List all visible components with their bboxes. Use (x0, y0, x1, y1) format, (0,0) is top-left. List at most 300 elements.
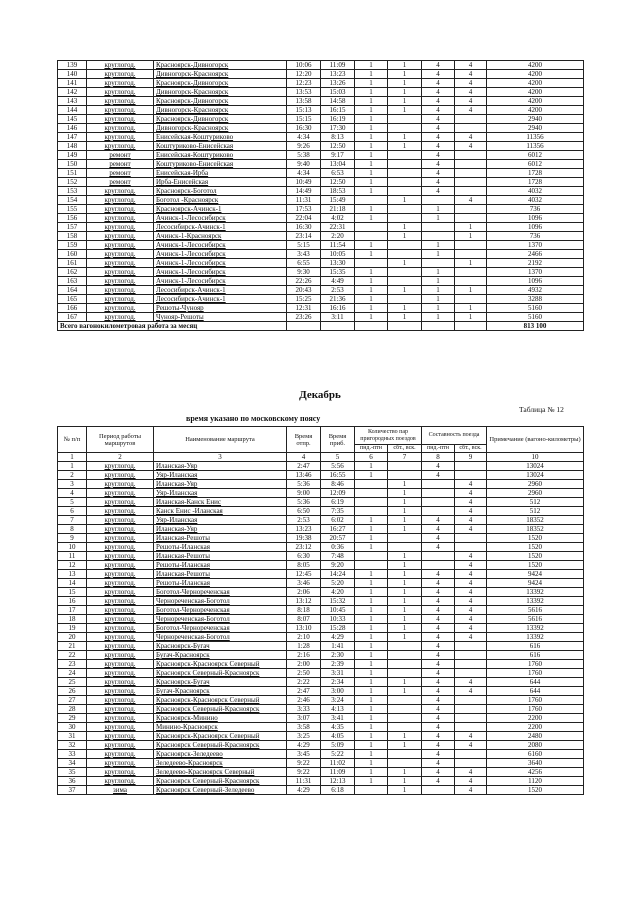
composition-weekday: 4 (422, 543, 455, 552)
composition-weekday: 4 (422, 714, 455, 723)
route-name: Коштуриково-Енисейская (154, 142, 287, 151)
pairs-weekend (388, 124, 422, 133)
composition-weekday (422, 489, 455, 498)
pairs-weekday: 1 (355, 570, 388, 579)
period: круглогод. (87, 579, 154, 588)
car-km: 2466 (487, 250, 584, 259)
car-km: 6012 (487, 160, 584, 169)
pairs-weekday: 1 (355, 214, 388, 223)
table-row (58, 304, 584, 313)
composition-weekend: 4 (455, 507, 487, 516)
pairs-weekend: 1 (388, 615, 422, 624)
route-name: Чернореченская-Боготол (154, 597, 287, 606)
route-name: Красноярск Северный-Красноярск (154, 669, 287, 678)
departure-time: 13:58 (287, 97, 321, 106)
period: круглогод. (87, 705, 154, 714)
row-number: 141 (58, 79, 87, 88)
pairs-weekday: 1 (355, 615, 388, 624)
period: круглогод. (87, 97, 154, 106)
period: круглогод. (87, 489, 154, 498)
composition-weekend: 4 (455, 61, 487, 70)
pairs-weekend: 1 (388, 88, 422, 97)
arrival-time: 6:53 (321, 169, 355, 178)
pairs-weekend: 1 (388, 97, 422, 106)
composition-weekend: 4 (455, 498, 487, 507)
car-km: 1096 (487, 223, 584, 232)
row-number: 151 (58, 169, 87, 178)
pairs-weekday: 1 (355, 543, 388, 552)
departure-time: 9:22 (287, 768, 321, 777)
car-km: 11356 (487, 133, 584, 142)
arrival-time: 6:18 (321, 786, 355, 795)
composition-weekday: 4 (422, 759, 455, 768)
composition-weekday: 4 (422, 642, 455, 651)
total-label: Всего вагонокилометровая работа за месяц (58, 322, 287, 331)
pairs-weekend (388, 660, 422, 669)
period: круглогод. (87, 507, 154, 516)
arrival-time: 12:50 (321, 142, 355, 151)
route-name: Решоты-Иланская (154, 543, 287, 552)
pairs-weekday: 1 (355, 696, 388, 705)
departure-time: 12:31 (287, 304, 321, 313)
pairs-weekend (388, 669, 422, 678)
arrival-time: 13:23 (321, 70, 355, 79)
pairs-weekend: 1 (388, 304, 422, 313)
row-number: 142 (58, 88, 87, 97)
period: круглогод. (87, 313, 154, 322)
pairs-weekday (355, 498, 388, 507)
row-number: 28 (58, 705, 87, 714)
composition-weekend (455, 705, 487, 714)
route-name: Енисейская-Коштуриково (154, 133, 287, 142)
period: круглогод. (87, 696, 154, 705)
route-name: Красноярск-Дивногорск (154, 97, 287, 106)
composition-weekday: 4 (422, 88, 455, 97)
table-row (58, 232, 584, 241)
row-number: 166 (58, 304, 87, 313)
car-km: 13392 (487, 624, 584, 633)
table-row (58, 480, 584, 489)
table-row (58, 250, 584, 259)
route-name: Уяр-Иланская (154, 516, 287, 525)
car-km: 13024 (487, 471, 584, 480)
column-number: 8 (422, 453, 455, 462)
composition-weekday: 4 (422, 106, 455, 115)
car-km: 644 (487, 687, 584, 696)
header-period: Период работы маршрутов (87, 427, 154, 453)
table-row (58, 196, 584, 205)
row-number: 161 (58, 259, 87, 268)
row-number: 158 (58, 232, 87, 241)
header-num: № п/п (58, 427, 87, 453)
car-km: 4932 (487, 286, 584, 295)
table-row (58, 516, 584, 525)
car-km: 1760 (487, 696, 584, 705)
composition-weekend: 4 (455, 624, 487, 633)
route-name: Иланская-Уяр (154, 480, 287, 489)
car-km: 6012 (487, 151, 584, 160)
period: круглогод. (87, 232, 154, 241)
arrival-time: 17:30 (321, 124, 355, 133)
period: круглогод. (87, 241, 154, 250)
arrival-time: 4:35 (321, 723, 355, 732)
row-number: 9 (58, 534, 87, 543)
period: ремонт (87, 169, 154, 178)
table-row (58, 624, 584, 633)
departure-time: 2:50 (287, 669, 321, 678)
car-km: 512 (487, 498, 584, 507)
header-trains-group: Количество пар пригородных поездов (355, 427, 422, 445)
period: круглогод. (87, 115, 154, 124)
column-number: 4 (287, 453, 321, 462)
pairs-weekday: 1 (355, 723, 388, 732)
table-row (58, 768, 584, 777)
table-row (58, 169, 584, 178)
departure-time: 3:46 (287, 579, 321, 588)
period: круглогод. (87, 633, 154, 642)
departure-time: 16:30 (287, 223, 321, 232)
arrival-time: 15:49 (321, 196, 355, 205)
composition-weekday: 4 (422, 597, 455, 606)
arrival-time: 18:53 (321, 187, 355, 196)
pairs-weekend: 1 (388, 732, 422, 741)
period: круглогод. (87, 61, 154, 70)
departure-time: 12:20 (287, 70, 321, 79)
row-number: 145 (58, 115, 87, 124)
route-name: Иланская-Уяр (154, 525, 287, 534)
period: круглогод. (87, 286, 154, 295)
car-km: 2080 (487, 741, 584, 750)
composition-weekend (455, 124, 487, 133)
composition-weekday: 4 (422, 471, 455, 480)
composition-weekend: 4 (455, 489, 487, 498)
composition-weekday (422, 786, 455, 795)
timezone-note: время указано по московскому поясу (186, 414, 321, 423)
pairs-weekend (388, 750, 422, 759)
route-name: Ачинск-1-Лесосибирск (154, 259, 287, 268)
car-km: 13024 (487, 462, 584, 471)
row-number: 167 (58, 313, 87, 322)
row-number: 24 (58, 669, 87, 678)
composition-weekday: 4 (422, 669, 455, 678)
table-row (58, 714, 584, 723)
pairs-weekend: 1 (388, 313, 422, 322)
composition-weekday: 4 (422, 187, 455, 196)
pairs-weekday: 1 (355, 268, 388, 277)
route-name: Решоты-Иланская (154, 579, 287, 588)
car-km: 4200 (487, 97, 584, 106)
arrival-time: 5:56 (321, 462, 355, 471)
table-row (58, 88, 584, 97)
composition-weekday: 4 (422, 723, 455, 732)
pairs-weekday: 1 (355, 678, 388, 687)
row-number: 18 (58, 615, 87, 624)
composition-weekday: 4 (422, 651, 455, 660)
route-name: Иланская-Уяр (154, 462, 287, 471)
composition-weekday: 1 (422, 313, 455, 322)
route-name: Чернореченская-Боготол (154, 633, 287, 642)
car-km: 1520 (487, 543, 584, 552)
row-number: 139 (58, 61, 87, 70)
pairs-weekday: 1 (355, 687, 388, 696)
period: круглогод. (87, 660, 154, 669)
composition-weekday: 4 (422, 678, 455, 687)
pairs-weekday: 1 (355, 97, 388, 106)
row-number: 165 (58, 295, 87, 304)
pairs-weekday: 1 (355, 286, 388, 295)
composition-weekend: 1 (455, 232, 487, 241)
route-name: Чунояр-Решоты (154, 313, 287, 322)
car-km: 2480 (487, 732, 584, 741)
composition-weekend: 4 (455, 106, 487, 115)
route-name: Ирба-Енисейская (154, 178, 287, 187)
composition-weekday: 4 (422, 462, 455, 471)
arrival-time: 16:15 (321, 106, 355, 115)
pairs-weekday: 1 (355, 241, 388, 250)
route-name: Енисейская-Ирба (154, 169, 287, 178)
car-km: 18352 (487, 525, 584, 534)
table-row (58, 489, 584, 498)
arrival-time: 7:48 (321, 552, 355, 561)
pairs-weekday: 1 (355, 705, 388, 714)
departure-time: 2:47 (287, 462, 321, 471)
pairs-weekday: 1 (355, 588, 388, 597)
route-name: Красноярск-Ачинск-1 (154, 205, 287, 214)
row-number: 23 (58, 660, 87, 669)
pairs-weekday: 1 (355, 624, 388, 633)
period: круглогод. (87, 597, 154, 606)
row-number: 153 (58, 187, 87, 196)
composition-weekend: 4 (455, 196, 487, 205)
composition-weekend: 4 (455, 88, 487, 97)
pairs-weekend (388, 187, 422, 196)
period: круглогод. (87, 525, 154, 534)
row-number: 7 (58, 516, 87, 525)
pairs-weekday: 1 (355, 106, 388, 115)
period: круглогод. (87, 651, 154, 660)
arrival-time: 3:24 (321, 696, 355, 705)
table-row (58, 498, 584, 507)
period: круглогод. (87, 295, 154, 304)
departure-time: 16:30 (287, 124, 321, 133)
car-km: 1370 (487, 241, 584, 250)
table-row (58, 579, 584, 588)
period: круглогод. (87, 471, 154, 480)
car-km: 512 (487, 507, 584, 516)
departure-time: 12:45 (287, 570, 321, 579)
composition-weekday (422, 507, 455, 516)
table-row (58, 142, 584, 151)
pairs-weekend (388, 115, 422, 124)
route-name: Боготол-Чернореченская (154, 606, 287, 615)
composition-weekend: 4 (455, 687, 487, 696)
composition-weekend: 4 (455, 70, 487, 79)
table-row (58, 205, 584, 214)
pairs-weekend (388, 534, 422, 543)
departure-time: 8:05 (287, 561, 321, 570)
pairs-weekend (388, 462, 422, 471)
departure-time: 5:38 (287, 151, 321, 160)
pairs-weekday: 1 (355, 633, 388, 642)
row-number: 33 (58, 750, 87, 759)
arrival-time: 15:03 (321, 88, 355, 97)
table-row (58, 705, 584, 714)
route-name: Красноярск Северный-Красноярск (154, 777, 287, 786)
pairs-weekend (388, 471, 422, 480)
table-row (58, 651, 584, 660)
pairs-weekend: 1 (388, 606, 422, 615)
composition-weekday: 1 (422, 250, 455, 259)
table-row (58, 313, 584, 322)
table-row (58, 669, 584, 678)
car-km: 1096 (487, 214, 584, 223)
period: круглогод. (87, 687, 154, 696)
composition-weekday: 4 (422, 70, 455, 79)
composition-weekday: 4 (422, 615, 455, 624)
column-number: 3 (154, 453, 287, 462)
pairs-weekday: 1 (355, 124, 388, 133)
arrival-time: 4:29 (321, 633, 355, 642)
row-number: 21 (58, 642, 87, 651)
row-number: 37 (58, 786, 87, 795)
arrival-time: 3:11 (321, 313, 355, 322)
total-row (58, 322, 584, 331)
arrival-time: 11:09 (321, 768, 355, 777)
pairs-weekday: 1 (355, 579, 388, 588)
pairs-weekday (355, 223, 388, 232)
arrival-time: 12:09 (321, 489, 355, 498)
period: круглогод. (87, 462, 154, 471)
arrival-time: 16:27 (321, 525, 355, 534)
composition-weekend: 1 (455, 286, 487, 295)
pairs-weekday (355, 480, 388, 489)
arrival-time: 3:41 (321, 714, 355, 723)
car-km: 4200 (487, 70, 584, 79)
departure-time: 3:33 (287, 705, 321, 714)
composition-weekday: 4 (422, 768, 455, 777)
composition-weekday: 4 (422, 534, 455, 543)
arrival-time: 5:09 (321, 741, 355, 750)
period: круглогод. (87, 196, 154, 205)
composition-weekday: 4 (422, 696, 455, 705)
route-name: Красноярск-Зеледеево (154, 750, 287, 759)
header-route: Наименование маршрута (154, 427, 287, 453)
arrival-time: 7:35 (321, 507, 355, 516)
pairs-weekend (388, 214, 422, 223)
period: ремонт (87, 178, 154, 187)
pairs-weekend (388, 268, 422, 277)
period: круглогод. (87, 642, 154, 651)
composition-weekday: 4 (422, 705, 455, 714)
pairs-weekend: 1 (388, 588, 422, 597)
table-row (58, 223, 584, 232)
period: круглогод. (87, 552, 154, 561)
composition-weekend: 4 (455, 552, 487, 561)
row-number: 31 (58, 732, 87, 741)
column-number: 1 (58, 453, 87, 462)
row-number: 22 (58, 651, 87, 660)
period: круглогод. (87, 723, 154, 732)
composition-weekend (455, 187, 487, 196)
composition-weekday: 4 (422, 61, 455, 70)
pairs-weekend (388, 178, 422, 187)
pairs-weekend: 1 (388, 579, 422, 588)
car-km: 18352 (487, 516, 584, 525)
table-row (58, 732, 584, 741)
composition-weekday: 4 (422, 169, 455, 178)
pairs-weekend: 1 (388, 61, 422, 70)
composition-weekday: 4 (422, 687, 455, 696)
pairs-weekday (355, 259, 388, 268)
pairs-weekday: 1 (355, 169, 388, 178)
route-name: Коштуриково-Енисейская (154, 160, 287, 169)
row-number: 163 (58, 277, 87, 286)
period: круглогод. (87, 214, 154, 223)
composition-weekday: 4 (422, 525, 455, 534)
period: круглогод. (87, 732, 154, 741)
departure-time: 9:00 (287, 489, 321, 498)
pairs-weekend: 1 (388, 79, 422, 88)
car-km: 736 (487, 205, 584, 214)
table-row (58, 561, 584, 570)
row-number: 20 (58, 633, 87, 642)
arrival-time: 12:13 (321, 777, 355, 786)
route-name: Красноярск Северный-Красноярск (154, 741, 287, 750)
table-row (58, 588, 584, 597)
pairs-weekend: 1 (388, 768, 422, 777)
composition-weekend: 4 (455, 570, 487, 579)
pairs-weekday: 1 (355, 133, 388, 142)
route-name: Енисейская-Коштуриково (154, 151, 287, 160)
composition-weekend (455, 160, 487, 169)
row-number: 160 (58, 250, 87, 259)
period: ремонт (87, 151, 154, 160)
route-name: Иланская-Решоты (154, 570, 287, 579)
row-number: 25 (58, 678, 87, 687)
departure-time: 5:36 (287, 480, 321, 489)
pairs-weekday: 1 (355, 142, 388, 151)
arrival-time: 16:55 (321, 471, 355, 480)
departure-time: 4:34 (287, 133, 321, 142)
pairs-weekend: 1 (388, 498, 422, 507)
pairs-weekday: 1 (355, 606, 388, 615)
composition-weekend (455, 295, 487, 304)
route-name: Боготол-Чернореченская (154, 624, 287, 633)
departure-time: 20:43 (287, 286, 321, 295)
route-name: Красноярск-Дивногорск (154, 79, 287, 88)
route-name: Боготол-Чернореченская (154, 588, 287, 597)
composition-weekday: 1 (422, 205, 455, 214)
car-km: 616 (487, 642, 584, 651)
route-name: Лесосибирск-Ачинск-1 (154, 223, 287, 232)
composition-weekend (455, 651, 487, 660)
route-name: Красноярск-Бугач (154, 678, 287, 687)
car-km: 644 (487, 678, 584, 687)
arrival-time: 16:16 (321, 304, 355, 313)
car-km: 13392 (487, 588, 584, 597)
arrival-time: 1:41 (321, 642, 355, 651)
composition-weekday: 4 (422, 579, 455, 588)
row-number: 6 (58, 507, 87, 516)
route-name: Зеледеево-Красноярск (154, 759, 287, 768)
composition-weekday: 1 (422, 241, 455, 250)
departure-time: 13:53 (287, 88, 321, 97)
arrival-time: 9:17 (321, 151, 355, 160)
composition-weekend (455, 205, 487, 214)
car-km: 1760 (487, 669, 584, 678)
departure-time: 2:47 (287, 687, 321, 696)
pairs-weekday: 1 (355, 304, 388, 313)
